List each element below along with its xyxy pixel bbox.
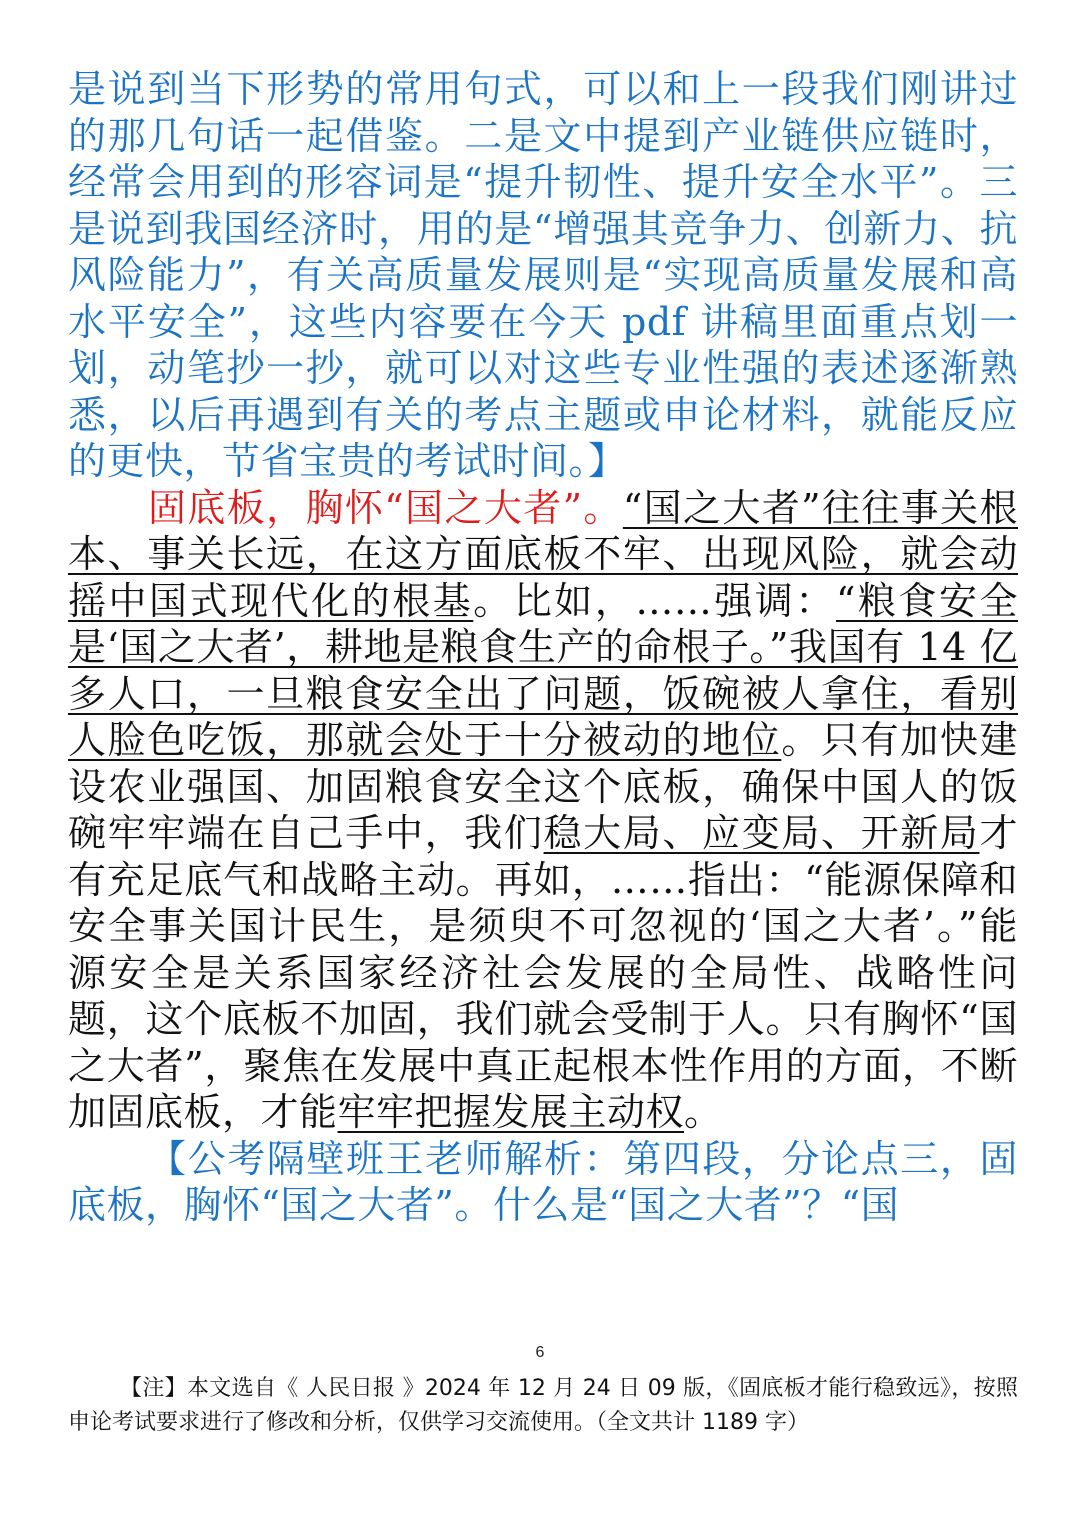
body-sentence: 才有充足底气和战略主动。再如，……指出：“能源保障和安全事关国计民生，是须臾不可忽视的‘国之大者’。”能源安全是关系国家经济社会发展的全局性、战略性问题，这个底板不加固，我们就会受制于人。只有胸怀“国之大者”，聚焦在发展中真正起根本性作用的方面，不断加固底板，才能 <box>68 811 1018 1134</box>
footer-note <box>68 1372 1018 1440</box>
underlined-phrase: 牢牢把握发展主动权 <box>337 1090 685 1134</box>
body-sentence: 。比如，……强调： <box>473 578 836 623</box>
body-sentence: 。 <box>684 1090 723 1134</box>
page-number: 6 <box>535 1344 545 1361</box>
analysis-continued: 是说到当下形势的常用句式，可以和上一段我们刚讲过的那几句话一起借鉴。二是文中提到产业链供应链时，经常会用到的形容词是“提升韧性、提升安全水平”。三是说到我国经济时，用的是“增强其竞争力、创新力、抗风险能力”，有关高质量发展则是“实现高质量发展和高水平安全”，这些内容要在今天 pdf 讲稿里面重点划一划，动笔抄一抄，就可以对这些专业性强的表述逐渐熟悉，以后再遇到有关的考点主题或申论材料，就能反应的更快，节省宝贵的考试时间。】 <box>68 67 1018 483</box>
underlined-phrase: 稳大局、应变局、开新局 <box>543 811 980 855</box>
analysis-start: 【公考隔壁班王老师解析：第四段，分论点三，固底板，胸怀“国之大者”。什么是“国之大者”？“国 <box>68 1136 1018 1227</box>
underlined-sentence: “国之大者”往往事关根本、事关长远，在这方面底板不牢、出现风险，就会动摇中国式现代化的根基 <box>68 485 1019 623</box>
subpoint-paragraph <box>68 485 1018 1136</box>
footer-note-text: 【注】本文选自《 人民日报 》2024 年 12 月 24 日 09 版，《固底板才能行稳致远》，按照申论考试要求进行了修改和分析，仅供学习交流使用。（全文共计 1189 字） <box>68 1376 1018 1435</box>
subpoint-heading: 固底板，胸怀“国之大者”。 <box>148 485 623 530</box>
underlined-quote: “粮食安全是‘国之大者’，耕地是粮食生产的命根子。”我国有 14 亿多人口，一旦粮食安全出了问题，饭碗被人拿住，看别人脸色吃饭，那就会处于十分被动的地位 <box>68 578 1018 762</box>
article-body <box>68 66 1018 1229</box>
body-sentence: 。只有加快建设农业强国、加固粮食安全这个底板，确保中国人的饭碗牢牢端在自己手中，我们 <box>68 718 1018 855</box>
